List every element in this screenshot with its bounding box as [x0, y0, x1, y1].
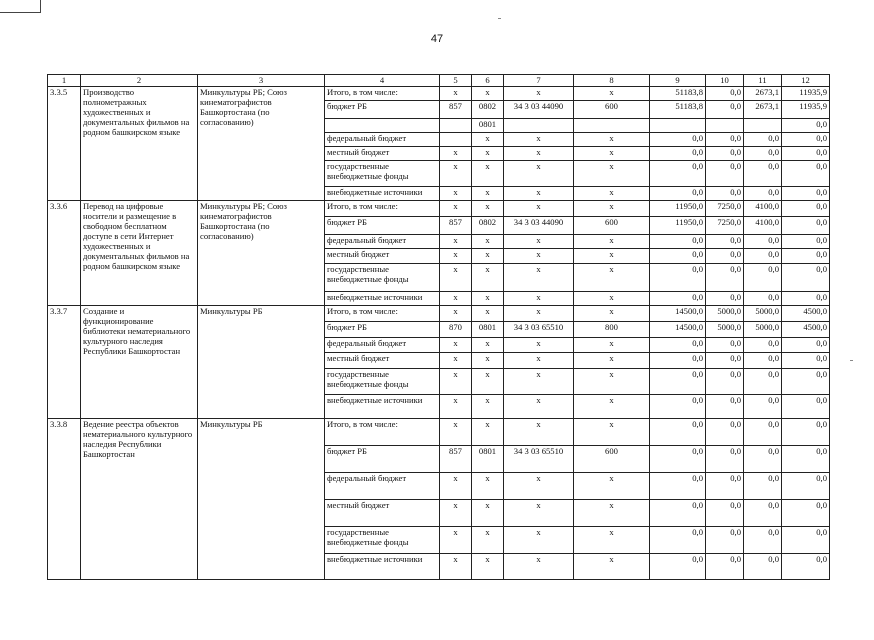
cell-col-7: х	[504, 187, 574, 201]
cell-col-12: 0,0	[782, 554, 830, 580]
cell-col-7: 34 3 03 44090	[504, 101, 574, 119]
cell-col-9: 0,0	[650, 161, 706, 187]
cell-col-12: 0,0	[782, 249, 830, 264]
cell-col-6: х	[472, 292, 504, 306]
column-header-5: 5	[440, 75, 472, 87]
cell-col-7: 34 3 03 65510	[504, 446, 574, 473]
cell-col-9: 0,0	[650, 554, 706, 580]
activity-name: Производство полнометражных художественных и документальных фильмов на родном башкирском языке	[81, 87, 198, 201]
cell-col-7: 34 3 03 44090	[504, 217, 574, 235]
cell-col-7: х	[504, 369, 574, 395]
table-row	[48, 87, 830, 101]
cell-col-6: х	[472, 147, 504, 161]
funding-source: Итого, в том числе:	[325, 201, 440, 217]
funding-source: федеральный бюджет	[325, 473, 440, 500]
cell-col-5: х	[440, 353, 472, 369]
activity-executor: Минкультуры РБ	[198, 419, 325, 580]
cell-col-9: 14500,0	[650, 322, 706, 338]
scan-corner-mark	[0, 0, 41, 13]
cell-col-8: х	[574, 187, 650, 201]
column-header-4: 4	[325, 75, 440, 87]
cell-col-5: х	[440, 369, 472, 395]
cell-col-11: 0,0	[744, 527, 782, 554]
cell-col-9: 0,0	[650, 187, 706, 201]
cell-col-8: х	[574, 554, 650, 580]
cell-col-6: х	[472, 187, 504, 201]
cell-col-6: х	[472, 133, 504, 147]
cell-col-9: 11950,0	[650, 217, 706, 235]
cell-col-10: 0,0	[706, 87, 744, 101]
cell-col-8	[574, 119, 650, 133]
activity-name: Перевод на цифровые носители и размещение в свободном бесплатном доступе в сети Интернет художественных и документальных фильмов на родном башкирском языке	[81, 201, 198, 306]
cell-col-10: 0,0	[706, 249, 744, 264]
cell-col-6: х	[472, 419, 504, 446]
funding-source: государственные внебюджетные фонды	[325, 369, 440, 395]
cell-col-11: 0,0	[744, 187, 782, 201]
cell-col-11: 0,0	[744, 249, 782, 264]
cell-col-7: х	[504, 554, 574, 580]
cell-col-9: 0,0	[650, 395, 706, 419]
cell-col-5: х	[440, 249, 472, 264]
cell-col-12: 0,0	[782, 527, 830, 554]
cell-col-5: х	[440, 161, 472, 187]
cell-col-10: 0,0	[706, 527, 744, 554]
header-row	[48, 75, 830, 87]
cell-col-10: 0,0	[706, 338, 744, 353]
cell-col-11: 0,0	[744, 369, 782, 395]
activity-number: 3.3.6	[48, 201, 81, 306]
funding-source: Итого, в том числе:	[325, 419, 440, 446]
cell-col-5: х	[440, 264, 472, 292]
cell-col-7: х	[504, 395, 574, 419]
cell-col-9: 51183,8	[650, 87, 706, 101]
cell-col-5	[440, 133, 472, 147]
activity-number: 3.3.8	[48, 419, 81, 580]
cell-col-8: х	[574, 306, 650, 322]
cell-col-6: х	[472, 338, 504, 353]
cell-col-7: х	[504, 249, 574, 264]
cell-col-8: х	[574, 161, 650, 187]
cell-col-12: 4500,0	[782, 322, 830, 338]
funding-source: местный бюджет	[325, 353, 440, 369]
cell-col-11: 4100,0	[744, 217, 782, 235]
cell-col-12: 0,0	[782, 500, 830, 527]
funding-source: государственные внебюджетные фонды	[325, 264, 440, 292]
funding-source: внебюджетные источники	[325, 187, 440, 201]
cell-col-12: 0,0	[782, 147, 830, 161]
cell-col-6: 0801	[472, 119, 504, 133]
cell-col-10: 0,0	[706, 446, 744, 473]
cell-col-8: 600	[574, 217, 650, 235]
scan-speck	[498, 18, 501, 19]
cell-col-5: х	[440, 554, 472, 580]
funding-source: федеральный бюджет	[325, 133, 440, 147]
cell-col-5	[440, 119, 472, 133]
cell-col-8: х	[574, 133, 650, 147]
scan-speck	[850, 360, 853, 361]
cell-col-11: 0,0	[744, 292, 782, 306]
activity-number: 3.3.7	[48, 306, 81, 419]
cell-col-9: 0,0	[650, 527, 706, 554]
cell-col-12: 0,0	[782, 201, 830, 217]
cell-col-11: 5000,0	[744, 306, 782, 322]
cell-col-6: х	[472, 527, 504, 554]
funding-source: Итого, в том числе:	[325, 87, 440, 101]
cell-col-5: х	[440, 235, 472, 249]
column-header-1: 1	[48, 75, 81, 87]
cell-col-10: 0,0	[706, 554, 744, 580]
funding-source: внебюджетные источники	[325, 554, 440, 580]
cell-col-10: 0,0	[706, 473, 744, 500]
activity-number: 3.3.5	[48, 87, 81, 201]
cell-col-8: х	[574, 473, 650, 500]
cell-col-8: х	[574, 353, 650, 369]
cell-col-6: х	[472, 201, 504, 217]
cell-col-6: х	[472, 369, 504, 395]
cell-col-9: 0,0	[650, 369, 706, 395]
cell-col-7: х	[504, 235, 574, 249]
cell-col-11: 0,0	[744, 419, 782, 446]
cell-col-7: х	[504, 338, 574, 353]
cell-col-9: 0,0	[650, 500, 706, 527]
cell-col-7: х	[504, 306, 574, 322]
cell-col-5: х	[440, 187, 472, 201]
activity-executor: Минкультуры РБ	[198, 306, 325, 419]
cell-col-12: 0,0	[782, 338, 830, 353]
table-body	[48, 87, 830, 580]
cell-col-9: 0,0	[650, 338, 706, 353]
table-row	[48, 306, 830, 322]
table-row	[48, 201, 830, 217]
cell-col-6: х	[472, 161, 504, 187]
cell-col-11: 0,0	[744, 264, 782, 292]
cell-col-7: х	[504, 500, 574, 527]
cell-col-5: 857	[440, 217, 472, 235]
cell-col-6: 0802	[472, 101, 504, 119]
cell-col-9: 0,0	[650, 147, 706, 161]
cell-col-5: х	[440, 147, 472, 161]
cell-col-11: 2673,1	[744, 87, 782, 101]
column-header-8: 8	[574, 75, 650, 87]
cell-col-8: х	[574, 201, 650, 217]
funding-source: местный бюджет	[325, 147, 440, 161]
cell-col-6: х	[472, 473, 504, 500]
cell-col-12: 0,0	[782, 235, 830, 249]
cell-col-7: х	[504, 133, 574, 147]
cell-col-9: 0,0	[650, 249, 706, 264]
cell-col-5: х	[440, 473, 472, 500]
cell-col-12: 0,0	[782, 133, 830, 147]
column-header-10: 10	[706, 75, 744, 87]
funding-source: бюджет РБ	[325, 101, 440, 119]
cell-col-6: х	[472, 500, 504, 527]
cell-col-10: 0,0	[706, 133, 744, 147]
cell-col-10: 0,0	[706, 161, 744, 187]
cell-col-11: 0,0	[744, 161, 782, 187]
cell-col-5: х	[440, 500, 472, 527]
cell-col-8: х	[574, 87, 650, 101]
cell-col-12: 11935,9	[782, 87, 830, 101]
cell-col-9: 0,0	[650, 473, 706, 500]
cell-col-9: 0,0	[650, 133, 706, 147]
cell-col-12: 0,0	[782, 161, 830, 187]
cell-col-9: 11950,0	[650, 201, 706, 217]
cell-col-7: х	[504, 473, 574, 500]
cell-col-6: х	[472, 87, 504, 101]
cell-col-5: х	[440, 87, 472, 101]
cell-col-9: 0,0	[650, 419, 706, 446]
cell-col-8: 600	[574, 101, 650, 119]
cell-col-9: 51183,8	[650, 101, 706, 119]
cell-col-5: х	[440, 292, 472, 306]
cell-col-8: х	[574, 249, 650, 264]
cell-col-12: 0,0	[782, 446, 830, 473]
cell-col-8: х	[574, 292, 650, 306]
cell-col-12: 0,0	[782, 369, 830, 395]
cell-col-10: 7250,0	[706, 201, 744, 217]
cell-col-6: х	[472, 554, 504, 580]
funding-source: местный бюджет	[325, 500, 440, 527]
column-header-6: 6	[472, 75, 504, 87]
cell-col-11: 2673,1	[744, 101, 782, 119]
cell-col-8: х	[574, 235, 650, 249]
cell-col-7: х	[504, 161, 574, 187]
funding-source: федеральный бюджет	[325, 235, 440, 249]
cell-col-6: х	[472, 235, 504, 249]
cell-col-5: 870	[440, 322, 472, 338]
cell-col-6: х	[472, 249, 504, 264]
cell-col-8: х	[574, 395, 650, 419]
cell-col-8: х	[574, 419, 650, 446]
cell-col-7: 34 3 03 65510	[504, 322, 574, 338]
cell-col-9: 0,0	[650, 446, 706, 473]
cell-col-11: 0,0	[744, 395, 782, 419]
cell-col-10: 0,0	[706, 187, 744, 201]
cell-col-6: х	[472, 306, 504, 322]
cell-col-7: х	[504, 419, 574, 446]
cell-col-11: 0,0	[744, 147, 782, 161]
table-row	[48, 419, 830, 446]
cell-col-12: 0,0	[782, 187, 830, 201]
column-header-2: 2	[81, 75, 198, 87]
cell-col-5: х	[440, 201, 472, 217]
funding-source: Итого, в том числе:	[325, 306, 440, 322]
activity-name: Ведение реестра объектов нематериального культурного наследия Республики Башкортостан	[81, 419, 198, 580]
cell-col-7: х	[504, 527, 574, 554]
cell-col-7: х	[504, 147, 574, 161]
column-header-12: 12	[782, 75, 830, 87]
cell-col-11: 0,0	[744, 353, 782, 369]
cell-col-12: 0,0	[782, 217, 830, 235]
cell-col-10: 0,0	[706, 264, 744, 292]
cell-col-10: 0,0	[706, 369, 744, 395]
cell-col-11: 0,0	[744, 473, 782, 500]
cell-col-6: 0801	[472, 322, 504, 338]
cell-col-7: х	[504, 292, 574, 306]
cell-col-6: х	[472, 264, 504, 292]
cell-col-10: 0,0	[706, 419, 744, 446]
cell-col-7: х	[504, 87, 574, 101]
cell-col-10: 5000,0	[706, 322, 744, 338]
funding-source: государственные внебюджетные фонды	[325, 161, 440, 187]
cell-col-5: 857	[440, 101, 472, 119]
cell-col-10: 5000,0	[706, 306, 744, 322]
funding-source: бюджет РБ	[325, 446, 440, 473]
cell-col-10: 0,0	[706, 395, 744, 419]
cell-col-10: 0,0	[706, 147, 744, 161]
column-header-11: 11	[744, 75, 782, 87]
cell-col-7	[504, 119, 574, 133]
cell-col-11: 5000,0	[744, 322, 782, 338]
funding-source: государственные внебюджетные фонды	[325, 527, 440, 554]
cell-col-5: х	[440, 419, 472, 446]
page-number: 47	[430, 33, 444, 45]
activity-name: Создание и функционирование библиотеки нематериального культурного наследия Республики Башкортостан	[81, 306, 198, 419]
cell-col-9: 14500,0	[650, 306, 706, 322]
cell-col-8: х	[574, 369, 650, 395]
funding-source: внебюджетные источники	[325, 395, 440, 419]
cell-col-8: х	[574, 147, 650, 161]
cell-col-11	[744, 119, 782, 133]
cell-col-9: 0,0	[650, 292, 706, 306]
column-header-7: 7	[504, 75, 574, 87]
cell-col-8: х	[574, 338, 650, 353]
cell-col-8: 800	[574, 322, 650, 338]
funding-source: местный бюджет	[325, 249, 440, 264]
cell-col-7: х	[504, 264, 574, 292]
cell-col-10: 7250,0	[706, 217, 744, 235]
cell-col-12: 0,0	[782, 264, 830, 292]
cell-col-5: х	[440, 338, 472, 353]
cell-col-9	[650, 119, 706, 133]
cell-col-9: 0,0	[650, 264, 706, 292]
cell-col-9: 0,0	[650, 235, 706, 249]
cell-col-10: 0,0	[706, 292, 744, 306]
cell-col-5: х	[440, 527, 472, 554]
cell-col-11: 0,0	[744, 500, 782, 527]
cell-col-8: х	[574, 264, 650, 292]
cell-col-7: х	[504, 353, 574, 369]
cell-col-11: 0,0	[744, 338, 782, 353]
cell-col-5: х	[440, 306, 472, 322]
funding-source: бюджет РБ	[325, 217, 440, 235]
cell-col-12: 4500,0	[782, 306, 830, 322]
cell-col-10	[706, 119, 744, 133]
cell-col-10: 0,0	[706, 101, 744, 119]
cell-col-6: 0801	[472, 446, 504, 473]
funding-source: бюджет РБ	[325, 322, 440, 338]
cell-col-11: 0,0	[744, 554, 782, 580]
cell-col-8: х	[574, 527, 650, 554]
cell-col-11: 0,0	[744, 235, 782, 249]
cell-col-8: х	[574, 500, 650, 527]
funding-source	[325, 119, 440, 133]
cell-col-5: х	[440, 395, 472, 419]
cell-col-5: 857	[440, 446, 472, 473]
cell-col-10: 0,0	[706, 353, 744, 369]
funding-source: внебюджетные источники	[325, 292, 440, 306]
activity-executor: Минкультуры РБ; Союз кинематографистов Башкортостана (по согласованию)	[198, 87, 325, 201]
column-header-9: 9	[650, 75, 706, 87]
cell-col-11: 0,0	[744, 133, 782, 147]
cell-col-11: 4100,0	[744, 201, 782, 217]
cell-col-9: 0,0	[650, 353, 706, 369]
cell-col-12: 0,0	[782, 419, 830, 446]
cell-col-6: х	[472, 353, 504, 369]
cell-col-12: 0,0	[782, 473, 830, 500]
cell-col-12: 0,0	[782, 119, 830, 133]
column-header-3: 3	[198, 75, 325, 87]
cell-col-6: 0802	[472, 217, 504, 235]
cell-col-11: 0,0	[744, 446, 782, 473]
cell-col-12: 0,0	[782, 292, 830, 306]
cell-col-10: 0,0	[706, 500, 744, 527]
cell-col-7: х	[504, 201, 574, 217]
cell-col-6: х	[472, 395, 504, 419]
budget-table	[47, 74, 830, 580]
cell-col-10: 0,0	[706, 235, 744, 249]
cell-col-12: 0,0	[782, 395, 830, 419]
cell-col-12: 0,0	[782, 353, 830, 369]
cell-col-8: 600	[574, 446, 650, 473]
cell-col-12: 11935,9	[782, 101, 830, 119]
funding-source: федеральный бюджет	[325, 338, 440, 353]
activity-executor: Минкультуры РБ; Союз кинематографистов Башкортостана (по согласованию)	[198, 201, 325, 306]
